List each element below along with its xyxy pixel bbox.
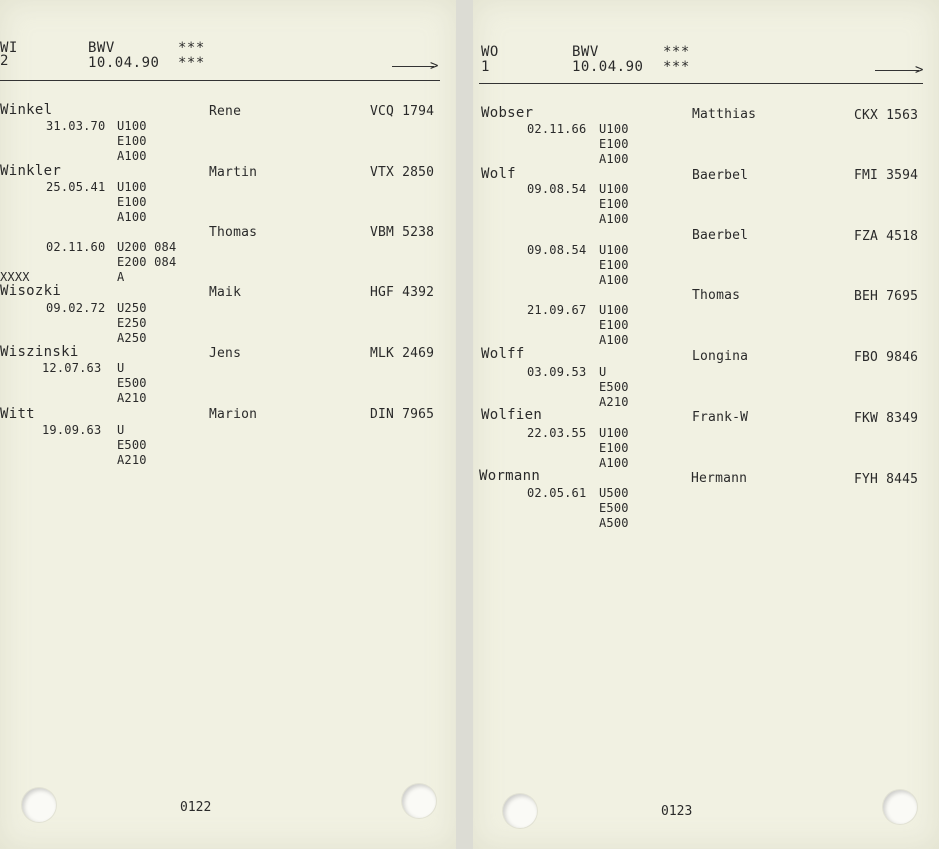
header-rule <box>0 80 440 81</box>
first-name: Thomas <box>209 225 258 240</box>
birth-date: 25.05.41 <box>46 180 106 194</box>
surname: Wolf <box>481 166 516 182</box>
code: A100 <box>599 273 629 287</box>
code: E500 <box>599 380 629 394</box>
code: E100 <box>599 137 629 151</box>
code: U250 <box>117 301 147 315</box>
code: E500 <box>599 501 629 515</box>
header-number: 1 <box>481 59 490 75</box>
code: A100 <box>599 212 629 226</box>
first-name: Martin <box>209 165 258 180</box>
id-code: FMI 3594 <box>854 168 919 183</box>
id-code: VBM 5238 <box>370 225 435 240</box>
code: E500 <box>117 376 147 390</box>
id-code: VCQ 1794 <box>370 104 435 119</box>
id-code: HGF 4392 <box>370 285 435 300</box>
birth-date: 02.05.61 <box>527 486 587 500</box>
id-code: FBO 9846 <box>854 350 919 365</box>
first-name: Matthias <box>692 107 757 122</box>
right-page: WO 1 BWV 10.04.90 *** *** > Wobser 02.11.66 U100 E100 A100 Matthias CKX 1563 Wolf 09.08.54 U100 E100 A100 Baerbel FMI 3594 09.08.54 U100 E100 A100 Baerbel FZA 4518 21.09.67 U100 E100 A100 Thomas BEH 7695 Wolff 03.09.53 U E500 A210 Longina FBO 9846 Wolfien 22.03.55 U100 E100 A100 Frank-W FKW 8349 Wormann 02.05.61 U500 E500 A500 Hermann FYH 8445 0123 <box>473 0 939 849</box>
header-code: WI <box>0 40 18 56</box>
code: E100 <box>599 318 629 332</box>
code: U100 <box>117 180 147 194</box>
surname: Wormann <box>479 468 541 484</box>
surname: Wisozki <box>0 283 62 299</box>
code: A100 <box>599 456 629 470</box>
birth-date: 09.02.72 <box>46 301 106 315</box>
code: U200 084 <box>117 240 177 254</box>
first-name: Longina <box>692 349 749 364</box>
code: U <box>117 423 125 437</box>
code: A500 <box>599 516 629 530</box>
surname: Wobser <box>481 105 534 121</box>
surname: Witt <box>0 406 35 422</box>
id-code: FKW 8349 <box>854 411 919 426</box>
code: U100 <box>599 426 629 440</box>
first-name: Baerbel <box>692 228 749 243</box>
header-date: 10.04.90 <box>88 55 160 71</box>
code: A250 <box>117 331 147 345</box>
birth-date: 21.09.67 <box>527 303 587 317</box>
header-stars-1: *** <box>178 40 205 56</box>
surname: Wolfien <box>481 407 543 423</box>
code: E100 <box>599 441 629 455</box>
header-stars-1: *** <box>663 44 690 60</box>
header-rule <box>479 83 923 84</box>
code: E100 <box>599 197 629 211</box>
birth-date: 09.08.54 <box>527 182 587 196</box>
first-name: Marion <box>209 407 258 422</box>
punch-hole <box>22 788 56 822</box>
first-name: Jens <box>209 346 242 361</box>
header-date: 10.04.90 <box>572 59 644 75</box>
code: U100 <box>599 243 629 257</box>
birth-date: 03.09.53 <box>527 365 587 379</box>
code: A210 <box>599 395 629 409</box>
code: U100 <box>117 119 147 133</box>
code: A210 <box>117 453 147 467</box>
birth-date: 22.03.55 <box>527 426 587 440</box>
code: E200 084 <box>117 255 177 269</box>
code: A100 <box>599 152 629 166</box>
first-name: Rene <box>209 104 242 119</box>
first-name: Hermann <box>691 471 748 486</box>
header-stars-2: *** <box>663 59 690 75</box>
birth-date: 02.11.66 <box>527 122 587 136</box>
code: E100 <box>599 258 629 272</box>
header-bwv: BWV <box>88 40 115 56</box>
id-code: FYH 8445 <box>854 472 919 487</box>
code: U <box>117 361 125 375</box>
first-name: Baerbel <box>692 168 749 183</box>
id-code: BEH 7695 <box>854 289 919 304</box>
punch-hole <box>503 794 537 828</box>
birth-date: 19.09.63 <box>42 423 102 437</box>
id-code: CKX 1563 <box>854 108 919 123</box>
id-code: MLK 2469 <box>370 346 435 361</box>
birth-date: 31.03.70 <box>46 119 106 133</box>
code: E500 <box>117 438 147 452</box>
surname: Winkel <box>0 102 53 118</box>
code: U <box>599 365 607 379</box>
code: U500 <box>599 486 629 500</box>
code: U100 <box>599 303 629 317</box>
page-number: 0123 <box>661 804 693 819</box>
code: E250 <box>117 316 147 330</box>
first-name: Maik <box>209 285 242 300</box>
id-code: DIN 7965 <box>370 407 435 422</box>
code: A <box>117 270 125 284</box>
code: A100 <box>117 210 147 224</box>
code: E100 <box>117 195 147 209</box>
id-code: FZA 4518 <box>854 229 919 244</box>
header-bwv: BWV <box>572 44 599 60</box>
header-stars-2: *** <box>178 55 205 71</box>
surname: Wolff <box>481 346 525 362</box>
mark: XXXX <box>0 270 30 284</box>
birth-date: 02.11.60 <box>46 240 106 254</box>
code: A100 <box>117 149 147 163</box>
punch-hole <box>402 784 436 818</box>
code: U100 <box>599 122 629 136</box>
first-name: Frank-W <box>692 410 749 425</box>
header-code: WO <box>481 44 499 60</box>
surname: Winkler <box>0 163 62 179</box>
header-number: 2 <box>0 53 9 69</box>
page-number: 0122 <box>180 800 212 815</box>
id-code: VTX 2850 <box>370 165 435 180</box>
first-name: Thomas <box>692 288 741 303</box>
punch-hole <box>883 790 917 824</box>
code: A100 <box>599 333 629 347</box>
left-page: WI 2 BWV 10.04.90 *** *** > Winkel 31.03.70 U100 E100 A100 Rene VCQ 1794 Winkler 25.05.41 U100 E100 A100 Martin VTX 2850 02.11.60 U200 084 E200 084 A XXXX Thomas VBM 5238 Wisozki 09.02.72 U250 E250 A250 Maik HGF 4392 Wiszinski 12.07.63 U E500 A210 Jens MLK 2469 Witt 19.09.63 U E500 A210 Marion DIN 7965 0122 <box>0 0 456 849</box>
code: U100 <box>599 182 629 196</box>
birth-date: 12.07.63 <box>42 361 102 375</box>
code: E100 <box>117 134 147 148</box>
code: A210 <box>117 391 147 405</box>
surname: Wiszinski <box>0 344 79 360</box>
birth-date: 09.08.54 <box>527 243 587 257</box>
